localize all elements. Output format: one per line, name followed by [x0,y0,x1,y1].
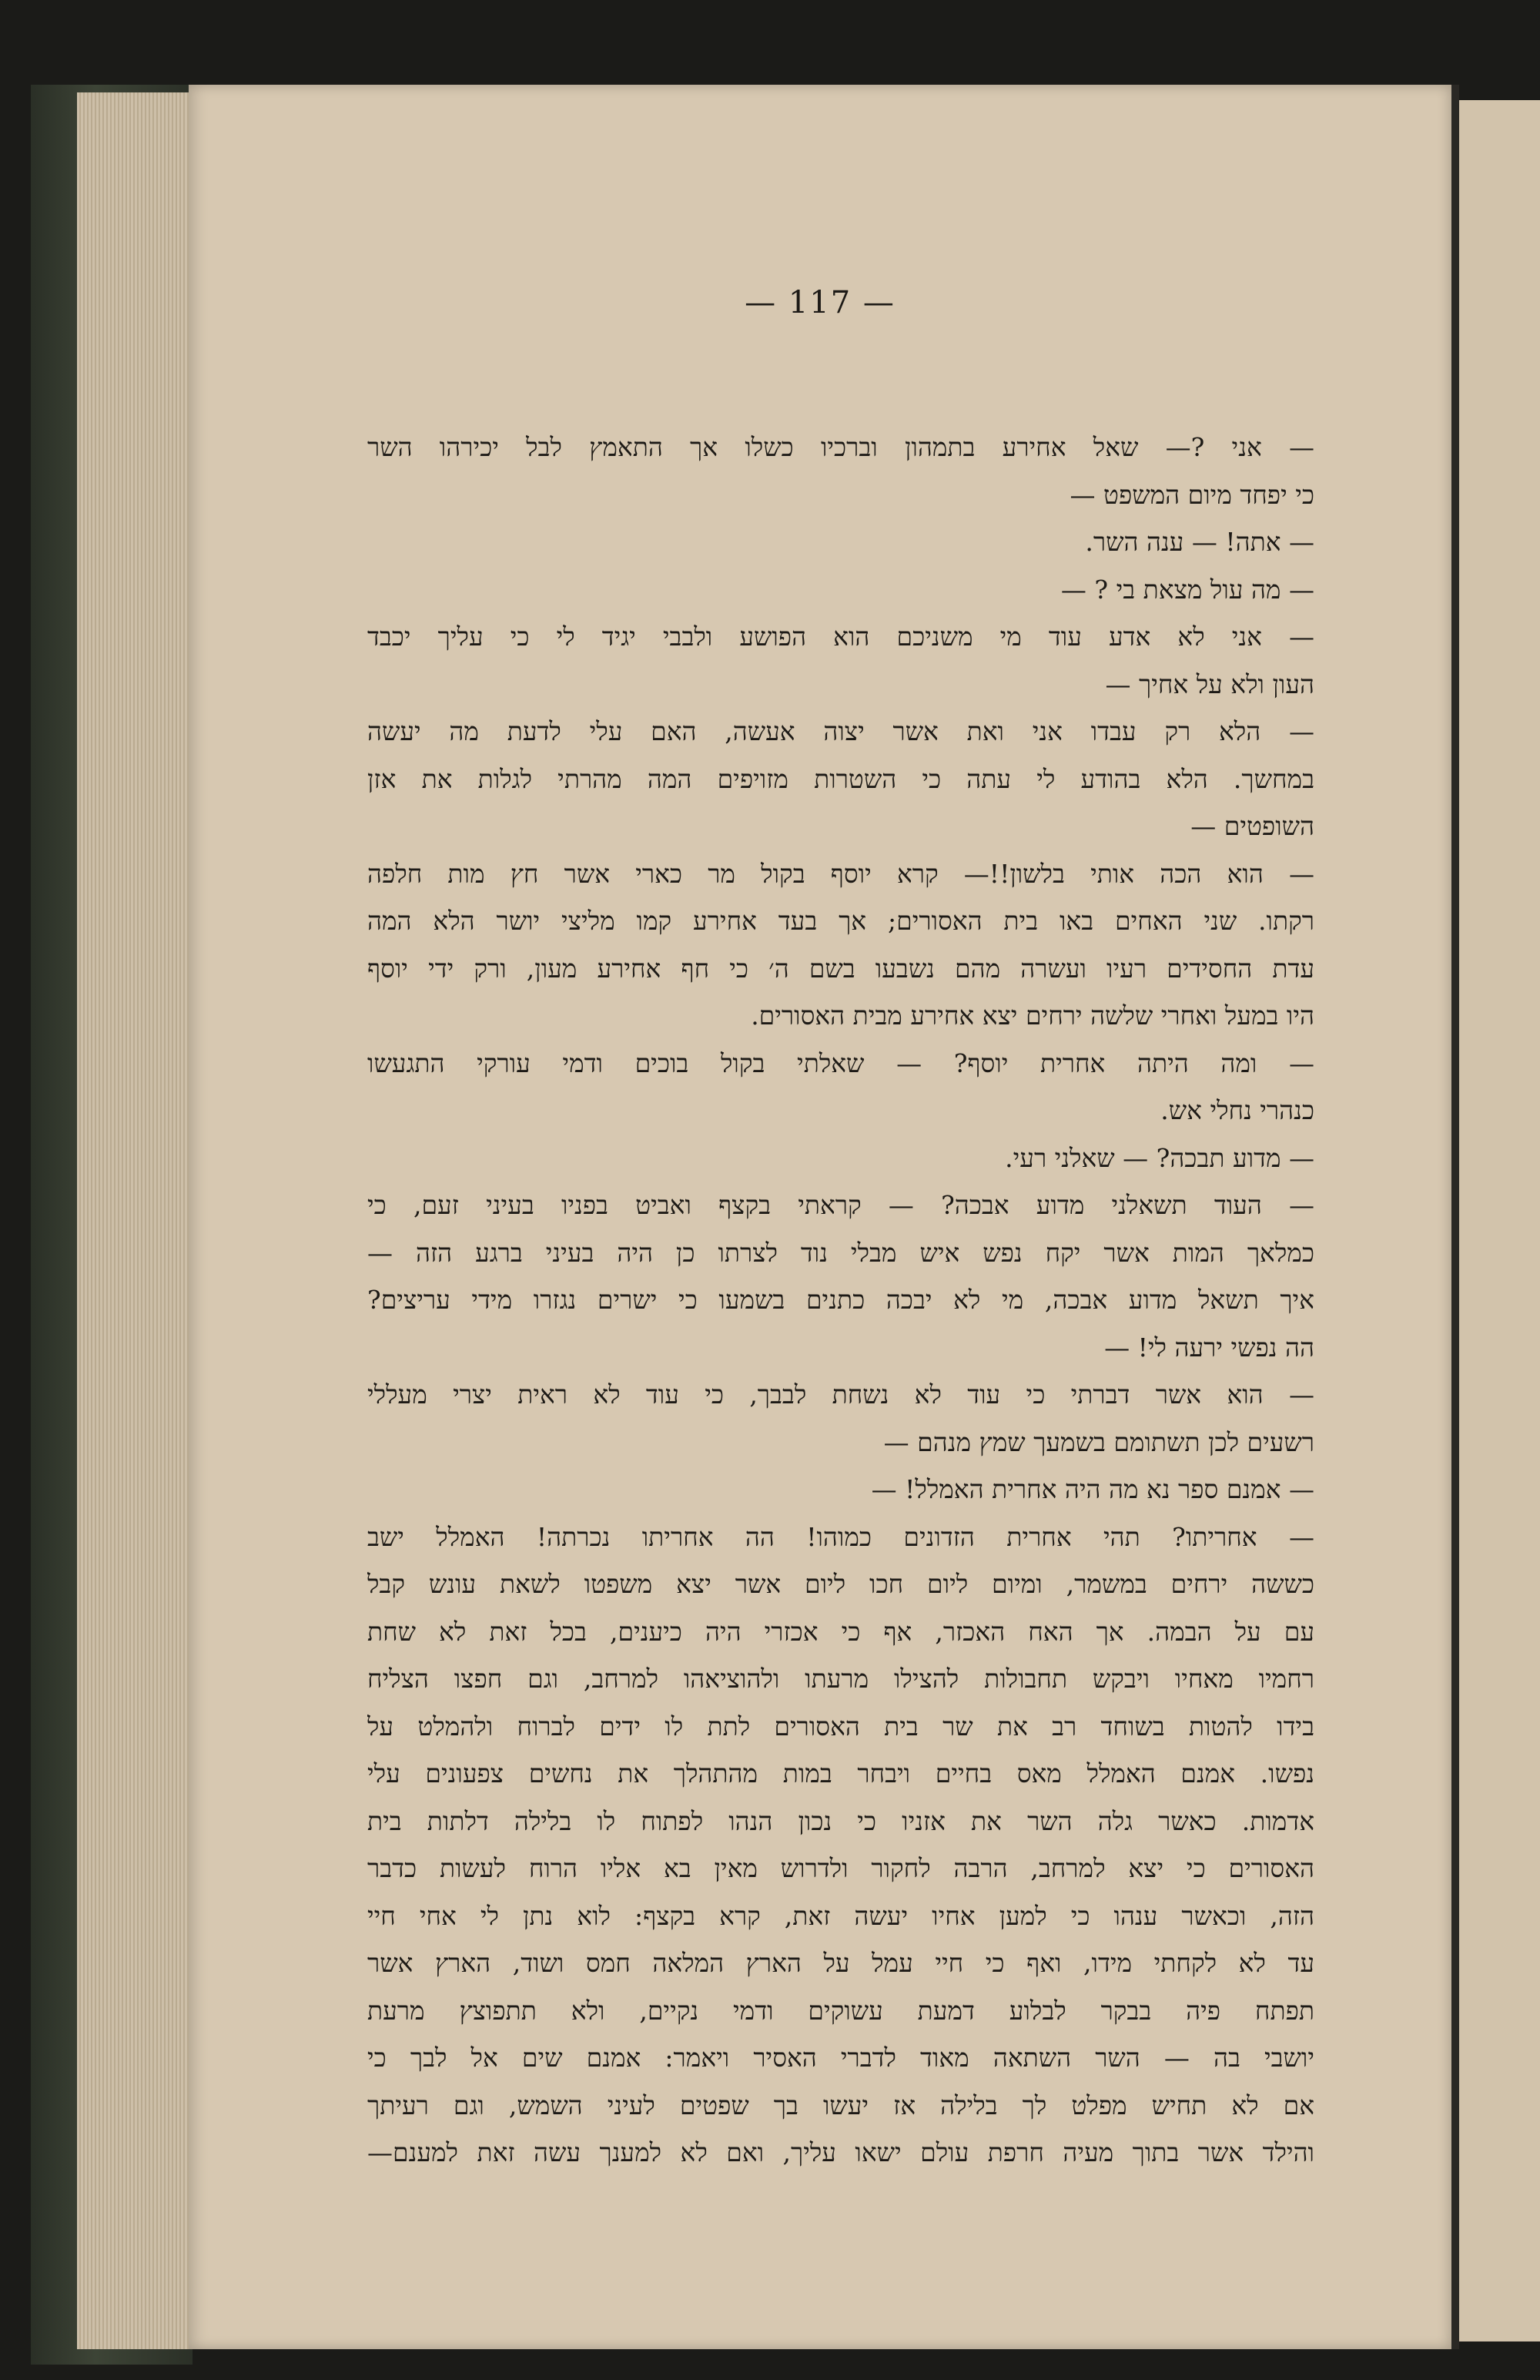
facing-page-edge [1458,100,1540,2341]
text-line: — אני ?— שאל אחירע בתמהון וברכיו כשלו אך התאמץ לבל יכירהו השר [367,432,1314,462]
text-line: יושבי בה — השר השתאה מאוד לדברי האסיר ויאמר: אמנם שים אל לבך כי [367,2043,1314,2073]
text-line: רחמיו מאחיו ויבקש תחבולות להצילו מרעתו ולהוציאהו למרחב, וגם חפצו הצליח [367,1664,1314,1694]
text-line: עדת החסידים רעיו ועשרה מהם נשבעו בשם ה׳ כי חף אחירע מעון, ורק ידי יוסף [367,953,1314,984]
text-line: — מדוע תבכה? — שאלני רעי. [1005,1142,1314,1173]
text-line: בידו להטות בשוחד רב את שר בית האסורים לתת לו ידים לברוח ולהמלט על [367,1711,1314,1741]
text-line: במחשך. הלא בהודע לי עתה כי השטרות מזויפים המה מהרתי לגלות את אזן [367,763,1314,794]
text-line: רשעים לכן תשתומם בשמעך שמץ מנהם — [883,1426,1314,1457]
page-edges [77,92,200,2349]
text-line: עם על הבמה. אך האח האכזר, אף כי אכזרי היה כיענים, בכל זאת לא שחת [367,1616,1314,1647]
text-line: — אמנם ספר נא מה היה אחרית האמלל! — [871,1474,1314,1504]
text-line: כנהרי נחלי אש. [1160,1095,1314,1125]
text-line: כששה ירחים במשמר, ומיום ליום חכו ליום אשר יצא משפטו לשאת עונש קבל [367,1569,1314,1599]
text-line: — אחריתו? תהי אחרית הזדונים כמוהו! הה אחריתו נכרתה! האמלל ישב [367,1521,1314,1552]
text-line: — אתה! — ענה השר. [1085,527,1314,557]
text-line: — הוא אשר דברתי כי עוד לא נשחת לבבך, כי עוד לא ראית יצרי מעללי [367,1379,1314,1410]
text-line: והילד אשר בתוך מעיה חרפת עולם ישאו עליך, ואם לא למענך עשה זאת למענם— [367,2137,1314,2167]
text-line: רקתו. שני האחים באו בית האסורים; אך בעד אחירע קמו מליצי יושר הלא המה [367,906,1314,936]
text-line: האסורים כי יצא למרחב, הרבה לחקור ולדרוש מאין בא אליו הרוח לעשות כדבר [367,1853,1314,1883]
page-number: — 117 — [745,285,896,320]
text-line: — הוא הכה אותי בלשון!!— קרא יוסף בקול מר כארי אשר חץ מות חלפה [367,858,1314,889]
text-line: אם לא תחיש מפלט לך בלילה אז יעשו בך שפטים לעיני השמש, וגם רעיתך [367,2090,1314,2120]
text-line: — הלא רק עבדו אני ואת אשר יצוה אעשה, האם עלי לדעת מה יעשה [367,716,1314,746]
text-line: עד לא לקחתי מידו, ואף כי חיי עמל על הארץ המלאה חמס ושוד, הארץ אשר [367,1948,1314,1978]
text-line: איך תשאל מדוע אבכה, מי לא יבכה כתנים בשמעו כי ישרים נגזרו מידי עריצים? [367,1285,1314,1315]
book-page [189,85,1451,2349]
book-gutter [1451,85,1459,2349]
text-line: הזה, וכאשר ענהו כי למען אחיו יעשה זאת, קרא בקצף: לוא נתן לי אחי חיי [367,1900,1314,1931]
text-line: כמלאך המות אשר יקח נפש איש מבלי נוד לצרתו כן היה בעיני ברגע הזה — [367,1237,1314,1268]
text-line: השופטים — [1190,811,1314,841]
text-line: אדמות. כאשר גלה השר את אזניו כי נכון הנהו לפתוח לו בלילה דלתות בית [367,1805,1314,1836]
text-line: הה נפשי ירעה לי! — [1104,1332,1314,1363]
text-line: תפתח פיה בבקר לבלוע דמעת עשוקים ודמי נקיים, ולא תתפוצץ מרעת [367,1995,1314,2026]
text-line: — העוד תשאלני מדוע אבכה? — קראתי בקצף ואביט בפניו בעיני זעם, כי [367,1190,1314,1220]
text-line: היו במעל ואחרי שלשה ירחים יצא אחירע מבית האסורים. [751,1001,1314,1031]
text-line: — ומה היתה אחרית יוסף? — שאלתי בקול בוכים ודמי עורקי התגעשו [367,1048,1314,1078]
text-line: נפשו. אמנם האמלל מאס בחיים ויבחר במות מהתהלך את נחשים צפעונים עלי [367,1758,1314,1788]
text-line: — מה עול מצאת בי ? — [1060,574,1314,605]
text-line: העון ולא על אחיך — [1105,669,1314,699]
text-line: כי יפחד מיום המשפט — [1070,479,1314,510]
text-line: — אני לא אדע עוד מי משניכם הוא הפושע ולבבי יגיד לי כי עליך יכבד [367,622,1314,652]
page-text [367,424,1314,2177]
